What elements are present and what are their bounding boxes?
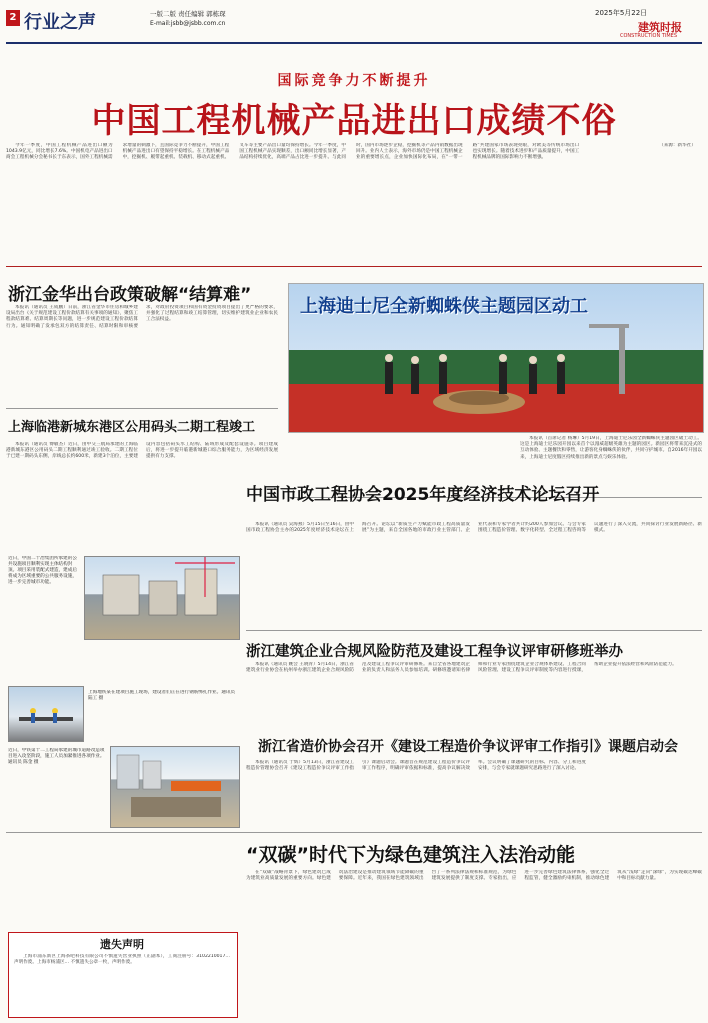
lead-byline: （来源：新华社） — [659, 143, 696, 148]
page-number: 2 — [9, 12, 17, 23]
zj-forum-rule — [246, 630, 702, 631]
carbon-rule — [6, 832, 702, 833]
carbon-body — [246, 870, 702, 1016]
zhejiang-rule — [6, 408, 278, 409]
lead-kicker: 国际竞争力不断提升 — [277, 73, 431, 89]
zj-forum-body — [246, 662, 702, 724]
masthead-rule — [6, 42, 702, 44]
lost-notice-paragraph: 上海市浦东新区上海茶吧科技有限公司不慎遗失营业执照（正副本），工商注册号：3102210017… 声明作废。上海市杨浦区… 不慎遗失公章一枚，声明作废。 — [14, 954, 230, 966]
issue-date: 2025年5月22日 — [595, 9, 648, 17]
zhejiang-paragraph: 本报讯（通讯员 王成鹏）日前，浙江省金华市住房和城乡建设局出台《关于规范建设工程价款结算有关事项的通知》，聚焦工程款结算难、结算周期长等问题，进一步规范建设工程价款结算行为。通知明确了发承包双方的结算责任、结算时限和审核要求，对政府投资项目和国有资金投资项目提出了更严格的要求，并强化了过程结算和竣工结算管理，切实维护建筑业企业和农民工合法权益。 — [6, 305, 278, 329]
construction-photo-3 — [110, 746, 240, 828]
lead-body — [6, 143, 696, 261]
municipal-paragraph: 本报讯（通讯员 吴海燕）5月15日至16日，由中国市政工程协会主办的2025年度经济技术论坛在上海召开。论坛以“新质生产力赋能市政工程高质量发展”为主题，来自全国各地的市政行业主管部门、企业代表和专家学者共计约200人参加会议。与会专家围绕工程造价管理、数字化转型、全过程工程咨询等议题进行了深入交流，共同探讨行业发展新路径、新模式。 — [246, 522, 702, 534]
construction-photo-2 — [8, 686, 84, 742]
zj-cost-title: 浙江省造价协会召开《建设工程造价争议评审工作指引》课题启动会 — [258, 739, 678, 755]
carbon-paragraph: 在“双碳”战略背景下，绿色建筑已成为建筑业高质量发展的重要方向。绿色建筑法治建设是推动建筑领域节能降碳的重要保障。近年来，我国在绿色建筑领域出台了一系列法律法规和标准规范，为绿色建筑发展提供了制度支撑。专家指出，应进一步完善绿色建筑法律体系，强化全过程监管，健全激励约束机制，推动绿色建筑从“浅绿”走向“深绿”，为实现碳达峰碳中和目标贡献力量。 — [246, 870, 702, 882]
carbon-title: “双碳”时代下为绿色建筑注入法治动能 — [246, 844, 575, 866]
road-site-illustration — [111, 747, 239, 827]
zj-cost-body — [246, 760, 702, 828]
masthead — [0, 0, 708, 44]
lost-notice-title: 遗失声明 — [100, 938, 144, 951]
lead-paragraph: 今年一季度，中国工程机械产品进出口额为1043.9亿元，同比增长7.6%。中国机电产品进出口商会工程机械分会秘书长于东表示，国外工程机械需求增量的刺激下，且国际竞争力不断提升，中国工程机械产品进出口有望保持平稳增长。在工程机械产品中，挖掘机、履带起重机、装载机、移动式起重机、叉车等主要产品出口量均保持增长。今年一季度，中国工程机械产品实现顺差，出口额同比增长显著，产品结构持续优化，高端产品占比进一步提升。与此同时，国内市场逐步企稳，挖掘机等产品内销数据出现回升。业内人士表示，海外市场仍是中国工程机械企业的重要增长点，企业加快国际化布局，在“一带一路”共建国家市场表现亮眼，对欧美等传统市场出口也实现增长。随着技术进步和产品质量提升，中国工程机械品牌的国际影响力不断增强。 — [6, 143, 580, 161]
zj-forum-paragraph: 本报讯（通讯员 姚会 王晓青）5月14日，浙江省建筑业行业协会在杭州举办浙江建筑企业合规风险防范及建设工程争议评审研修班。来自全省各地建筑企业的负责人和法务人员参加培训。研修班邀请知名律师和行业专家围绕建筑企业合规体系建设、工程合同风险管理、建设工程争议评审制度等内容进行授课，帮助企业提升依法经营和风险防范能力。 — [246, 662, 677, 674]
municipal-title: 中国市政工程协会2025年度经济技术论坛召开 — [246, 485, 600, 505]
workers-illustration — [9, 687, 83, 741]
lead-title: 中国工程机械产品进出口成绩不俗 — [91, 101, 617, 141]
lead-bottom-rule — [6, 266, 702, 267]
port-body — [6, 442, 278, 520]
port-title: 上海临港新城东港区公用码头二期工程竣工 — [8, 420, 256, 435]
disney-paragraph: 本报讯（首席记者 杨琳）5月19日，上海迪士尼乐园全新蜘蛛侠主题园区破土动工。这是上海迪士尼乐园开园以来首个以漫威超级英雄为主题的园区。新园区将带来沉浸式的互动体验、主题餐饮和零售，让游客化身蜘蛛侠的伙伴，共同守护城市。自2016年开园以来，上海迪士尼度假区持续推出新的景点与娱乐体验。 — [520, 436, 702, 460]
photo-caption-1: 近日，中国二十冶集团所承建的公共设施项目顺利实现主体结构封顶。项目采用装配式建造，建成后将成为区域重要的公共服务设施，进一步完善城市功能。 — [8, 556, 77, 585]
zhejiang-title: 浙江金华出台政策破解“结算难” — [8, 285, 252, 305]
zj-cost-paragraph: 本报讯（通讯员 于辉）5月13日，浙江省建设工程造价管理协会召开《建设工程造价争议评审工作指引》课题启动会。课题旨在规范建设工程造价争议评审工作程序，明确评审依据和标准，提高争议解决效率。会议明确了课题研究的目标、内容、分工和进度安排，与会专家就课题研究思路进行了深入讨论。 — [246, 760, 586, 772]
building-site-illustration — [85, 557, 239, 639]
zhejiang-body — [6, 305, 278, 403]
section-name: 行业之声 — [24, 12, 96, 33]
paper-name: 建筑时报 — [638, 21, 682, 34]
port-paragraph: 本报讯（通讯员 傅敏杰）近日，由中交三航局承建的上海临港新城东港区公用码头二期工程顺利通过竣工验收。二期工程位于已建一期码头东侧，岸线总长约600米，新建3个泊位，主要建设内容包括码头水工结构、陆域形成及配套设施等。项目建成后，将进一步提升临港新城港口综合服务能力，为区域经济发展提供有力支撑。 — [6, 442, 278, 460]
zj-forum-title: 浙江建筑企业合规风险防范及建设工程争议评审研修班举办 — [246, 644, 623, 660]
editor-line: 一版二版 责任编辑 郭栋琛 — [150, 10, 226, 18]
disney-title: 上海迪士尼全新蜘蛛侠主题园区动工 — [300, 296, 588, 317]
municipal-body — [246, 522, 702, 620]
photo-caption-3: 近日，中铁第十二工程局承建的城市道路改造项目进入攻坚阶段，施工人员加紧推进各项作业。通讯员 陈金 摄 — [8, 748, 105, 765]
construction-photo-1 — [84, 556, 240, 640]
photo-caption-2: 上海地铁某在建项目施工现场，建设者们正在进行钢筋绑扎作业。通讯员 陆工 摄 — [88, 690, 236, 701]
lost-notice-body — [14, 954, 230, 1012]
paper-name-en: CONSTRUCTION TIMES — [620, 33, 677, 39]
email: E-mail:jsbb@jsbb.com.cn — [150, 20, 226, 27]
